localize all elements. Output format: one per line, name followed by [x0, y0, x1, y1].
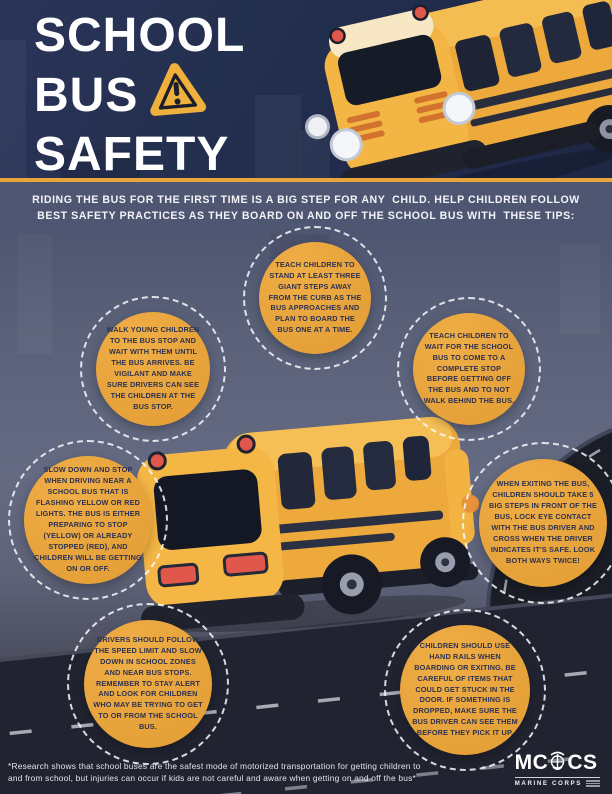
- logo-cs-text: CS: [567, 751, 598, 774]
- background-building: [0, 40, 26, 178]
- intro-text-line: RIDING THE BUS FOR THE FIRST TIME IS A BIG STEP FOR ANY CHILD. HELP CHILDREN FOLLOW: [32, 194, 580, 206]
- footnote-line: and from school, but injuries can occur if kids are not careful and aware when getting on and off the bus*: [8, 773, 416, 784]
- tip-text: TEACH CHILDREN TO STAND AT LEAST THREE GIANT STEPS AWAY FROM THE CURB AS THE BUS APPROACHES AND PLAN TO BOARD THE BUS ONE AT A TIME.: [268, 259, 362, 335]
- title-text: SAFETY: [34, 128, 230, 178]
- mccs-logo: [515, 751, 600, 787]
- research-footnote: [8, 760, 448, 785]
- warning-triangle-icon: [146, 60, 210, 132]
- tip-circle: [479, 459, 607, 587]
- tip-circle: [413, 313, 525, 425]
- tip-circle: [96, 312, 210, 426]
- mccs-emblem-icon: [549, 751, 566, 775]
- title-line-school: [34, 10, 245, 62]
- intro-text-line: BEST SAFETY PRACTICES AS THEY BOARD ON AND OFF THE SCHOOL BUS WITH THESE TIPS:: [37, 210, 575, 222]
- footnote-line: *Research shows that school buses are the safest mode of motorized transportation for getting children to: [8, 760, 421, 771]
- hero-bus-illustration: [298, 0, 612, 178]
- title-line-safety: [34, 129, 245, 178]
- marine-corps-text: MARINE CORPS: [514, 780, 582, 787]
- page-title: [34, 10, 245, 178]
- background-building: [255, 95, 301, 178]
- tip-text: TEACH CHILDREN TO WAIT FOR THE SCHOOL BUS TO COME TO A COMPLETE STOP BEFORE GETTING OFF THE BUS AND TO NOT WALK BEHIND THE BUS.: [423, 330, 515, 406]
- tip-hand-rails: [384, 609, 546, 771]
- mccs-wordmark: [515, 751, 598, 775]
- tip-text: SLOW DOWN AND STOP WHEN DRIVING NEAR A SCHOOL BUS THAT IS FLASHING YELLOW OR RED LIGHTS. THE BUS IS EITHER PREPARING TO STOP (YELLOW) OR ALREADY STOPPED (RED), AND CHILDREN WILL BE GETTING ON OR OFF.: [34, 465, 142, 573]
- tip-circle: [259, 242, 371, 354]
- tip-text: DRIVERS SHOULD FOLLOW THE SPEED LIMIT AND SLOW DOWN IN SCHOOL ZONES AND NEAR BUS STOPS. REMEMBER TO STAY ALERT AND LOOK FOR CHILDREN WHO MAY BE TRYING TO GET TO OR FROM THE SCHOOL BUS.: [93, 634, 203, 732]
- tip-three-giant-steps: [243, 226, 387, 370]
- logo-fine-print: [586, 780, 600, 787]
- tip-slow-down-driving: [8, 440, 168, 600]
- title-text: BUS: [34, 68, 139, 122]
- tip-text: WALK YOUNG CHILDREN TO THE BUS STOP AND WAIT WITH THEM UNTIL THE BUS ARRIVES. BE VIGILANT AND MAKE SURE DRIVERS CAN SEE THE CHILDREN AT THE BUS STOP.: [106, 325, 200, 411]
- logo-mc-text: MC: [514, 751, 549, 774]
- tip-circle: [84, 620, 212, 748]
- tip-exiting-five-steps: [462, 442, 612, 604]
- tip-walk-young-children: [80, 296, 226, 442]
- tip-circle: [24, 456, 152, 584]
- tip-text: CHILDREN SHOULD USE HAND RAILS WHEN BOARDING OR EXITING. BE CAREFUL OF ITEMS THAT COULD GET STUCK IN THE DOOR. IF SOMETHING IS DROPPED, MAKE SURE THE BUS DRIVER CAN SEE THEM BEFORE THEY PICK IT UP.: [412, 640, 518, 738]
- tip-circle: [400, 625, 530, 755]
- title-text: SCHOOL: [34, 9, 246, 62]
- tip-drivers-speed-limit: [67, 603, 229, 765]
- tip-text: WHEN EXITING THE BUS, CHILDREN SHOULD TAKE 5 BIG STEPS IN FRONT OF THE BUS, LOCK EYE CONTACT WITH THE BUS DRIVER AND CROSS WHEN THE DRIVER INDICATES IT'S SAFE. LOOK BOTH WAYS TWICE!: [489, 479, 597, 565]
- center-bus-illustration: [133, 406, 483, 639]
- header-section: [0, 0, 612, 178]
- tip-wait-complete-stop: [397, 297, 541, 441]
- mccs-subtitle: [515, 777, 600, 787]
- title-line-bus: [34, 62, 245, 129]
